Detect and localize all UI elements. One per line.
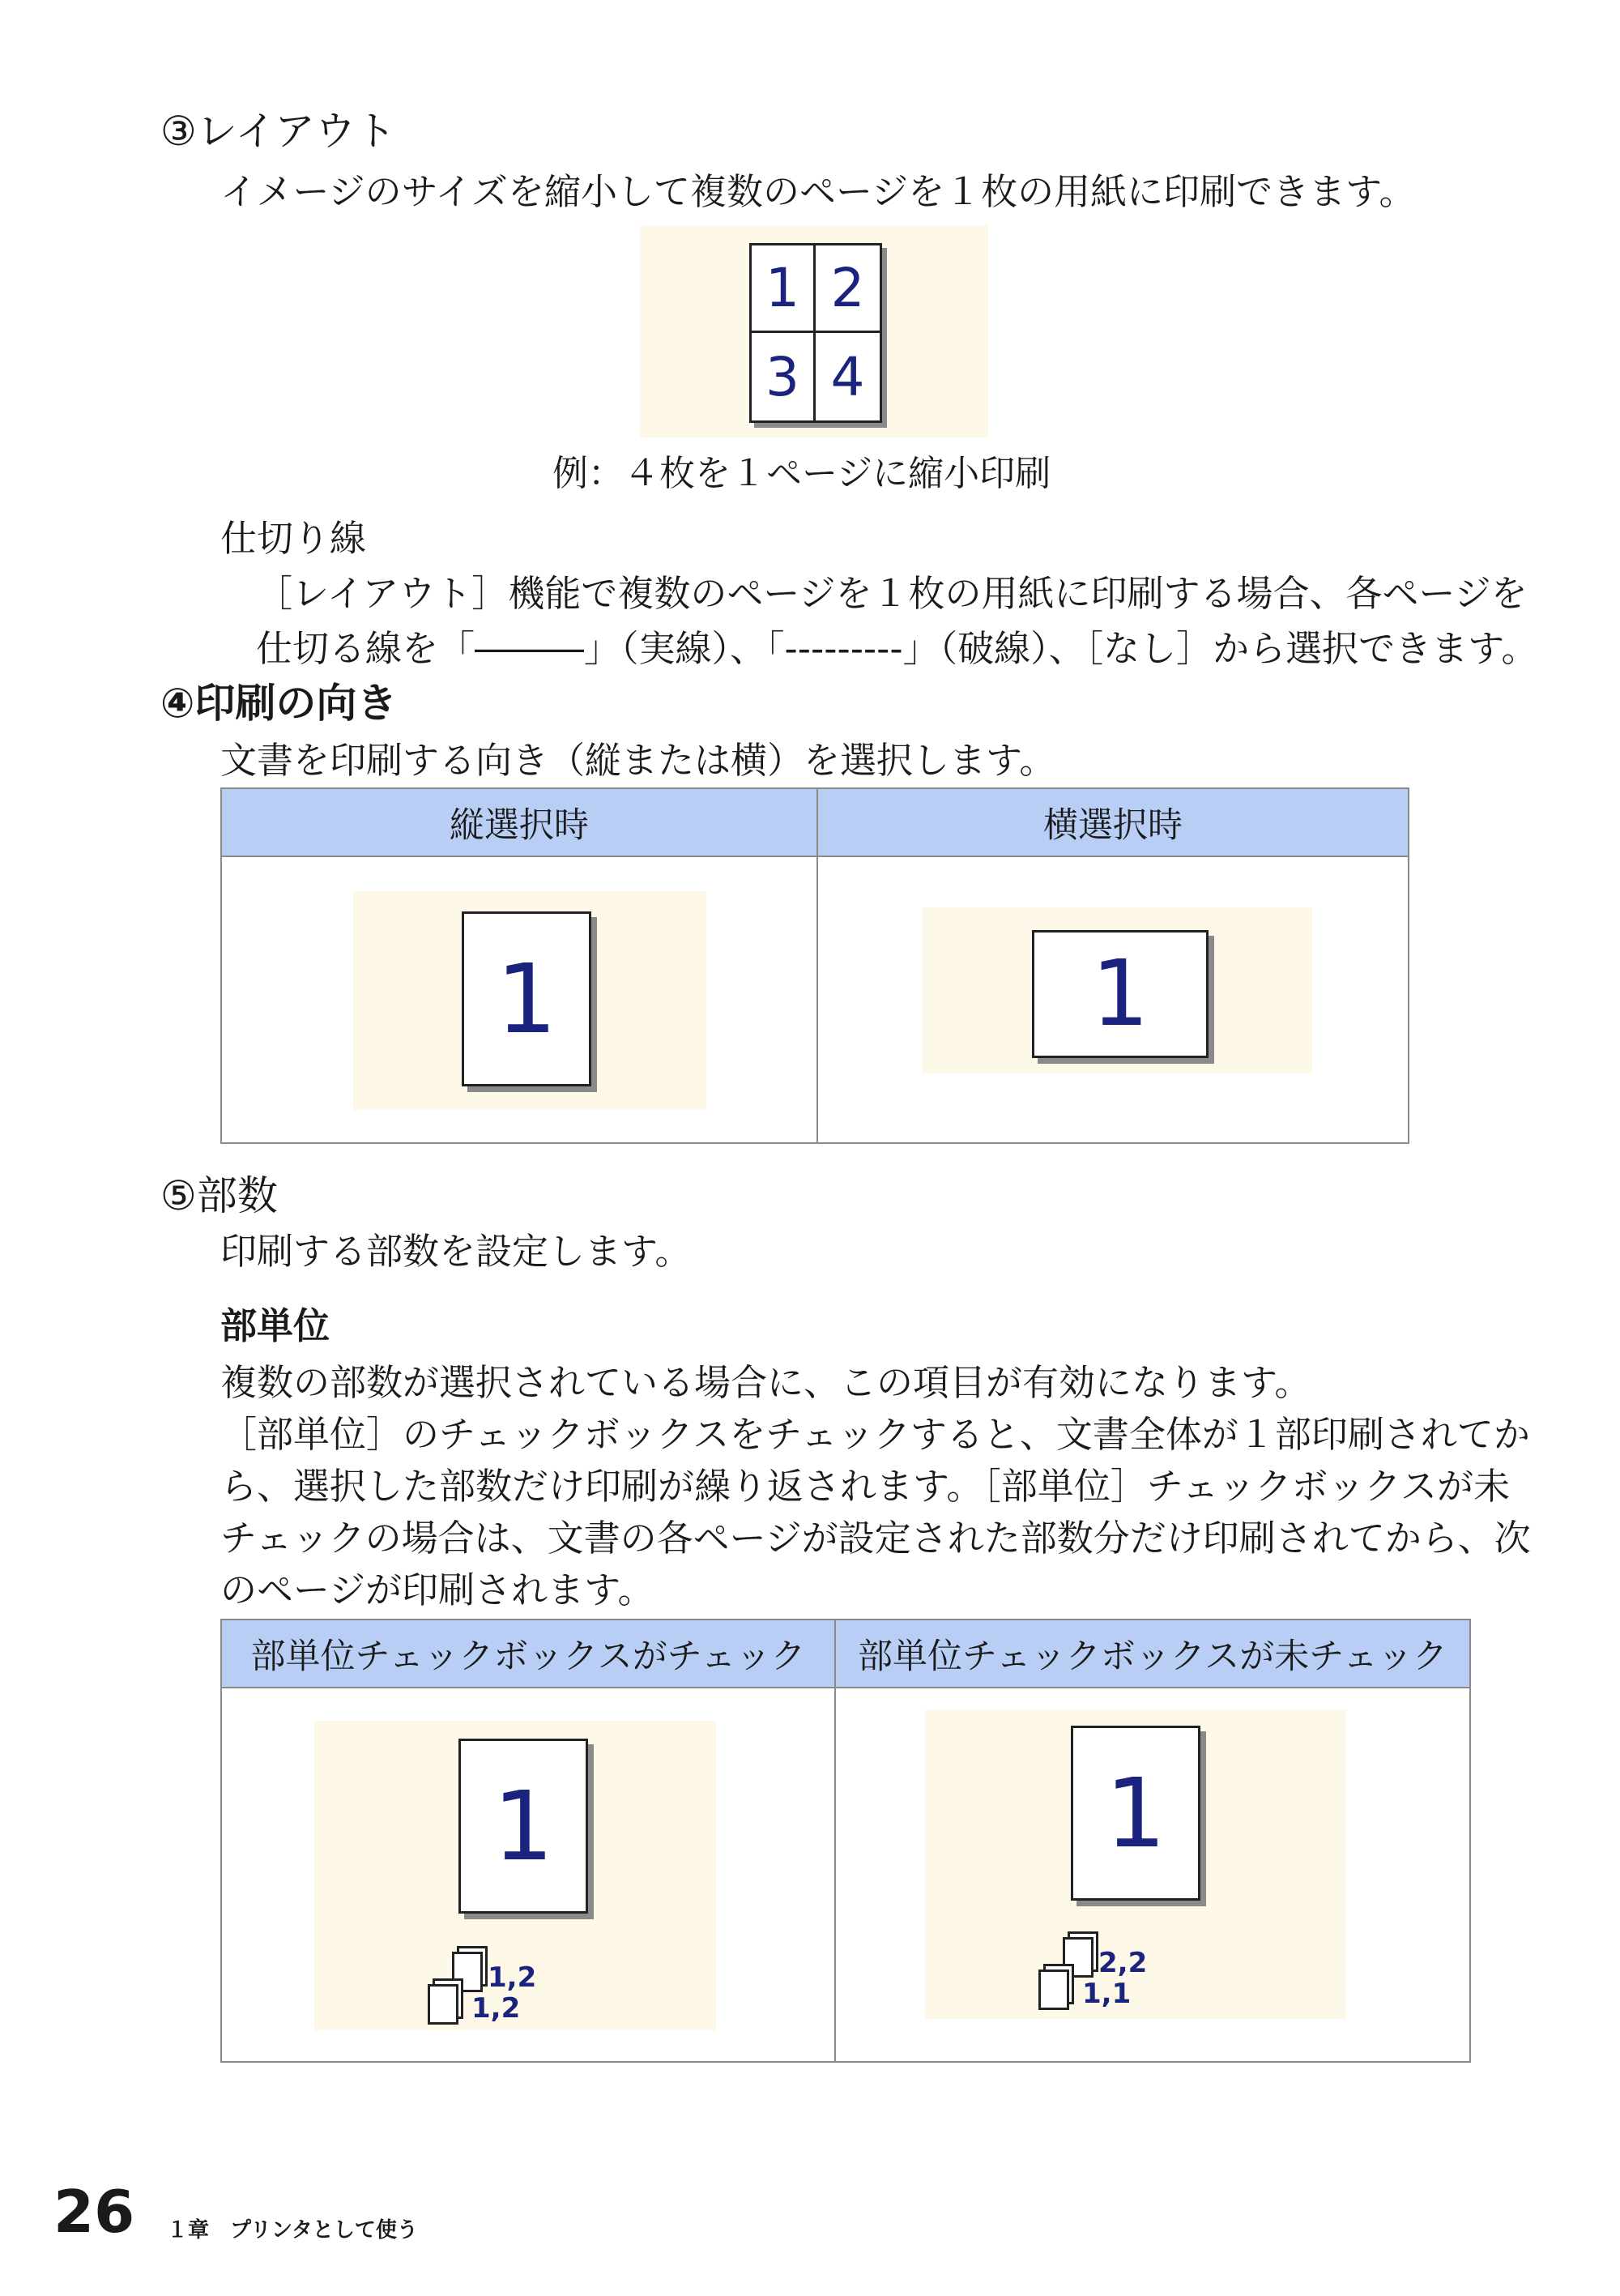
- orientation-heading: ④印刷の向き: [160, 680, 398, 727]
- checked-collate-icon: [428, 1946, 549, 2024]
- collate-text-line5: のページが印刷されます。: [220, 1568, 654, 1611]
- layout-cell-4: 4: [830, 345, 865, 408]
- checked-top-label: 1,2: [488, 1961, 537, 1994]
- collate-col-checked: 部単位チェックボックスがチェック: [221, 1620, 835, 1688]
- divider-text-line1: ［レイアウト］機能で複数のページを１枚の用紙に印刷する場合、各ページを: [256, 572, 1528, 615]
- collate-text-line4: チェックの場合は、文書の各ページが設定された部数分だけ印刷されてから、次: [220, 1517, 1531, 1560]
- portrait-page: [462, 911, 591, 1086]
- unchecked-collate-icon: [1038, 1931, 1168, 2009]
- unchecked-page-number: 1: [1105, 1757, 1166, 1869]
- collate-table: [220, 1619, 1471, 2063]
- layout-description: イメージのサイズを縮小して複数のページを１枚の用紙に印刷できます。: [220, 170, 1416, 213]
- copies-description: 印刷する部数を設定します。: [220, 1230, 692, 1273]
- collate-checked-cell: [221, 1688, 835, 2062]
- copies-heading: ⑤部数: [160, 1172, 278, 1219]
- layout-example-caption: 例：４枚を１ページに縮小印刷: [552, 453, 1051, 494]
- layout-cell-1: 1: [752, 245, 816, 333]
- orientation-description: 文書を印刷する向き（縦または横）を選択します。: [220, 739, 1056, 782]
- layout-cell-3: 3: [752, 333, 816, 420]
- orientation-table: [220, 787, 1409, 1144]
- portrait-page-number: 1: [496, 943, 557, 1055]
- checked-bottom-label: 1,2: [471, 1992, 521, 2025]
- collate-text-line2: ［部単位］のチェックボックスをチェックすると、文書全体が１部印刷されてか: [220, 1413, 1530, 1456]
- collate-text-line3: ら、選択した部数だけ印刷が繰り返されます。［部単位］チェックボックスが未: [220, 1465, 1511, 1508]
- checked-sheet-bottom-front: [428, 1984, 458, 2025]
- landscape-page-number: 1: [1091, 941, 1149, 1047]
- unchecked-top-label: 2,2: [1098, 1947, 1148, 1979]
- checked-page: [458, 1739, 588, 1914]
- divider-heading: 仕切り線: [220, 517, 367, 560]
- orientation-portrait-cell: [221, 856, 817, 1143]
- collate-unchecked-cell: [835, 1688, 1470, 2062]
- chapter-label: １章 プリンタとして使う: [167, 2218, 418, 2243]
- unchecked-bottom-label: 1,1: [1082, 1978, 1132, 2010]
- orientation-col-landscape: 横選択時: [817, 788, 1409, 856]
- layout-heading: ③レイアウト: [160, 108, 396, 155]
- page-number: 26: [53, 2178, 135, 2246]
- layout-example-page: [749, 243, 882, 423]
- collate-col-unchecked: 部単位チェックボックスが未チェック: [835, 1620, 1470, 1688]
- layout-cell-2: 2: [816, 245, 880, 333]
- collate-text-line1: 複数の部数が選択されている場合に、この項目が有効になります。: [220, 1361, 1311, 1404]
- collate-heading: 部単位: [220, 1304, 330, 1347]
- landscape-page: [1032, 930, 1209, 1058]
- divider-text-line2: 仕切る線を「―――」（実線）、「---------」（破線）、［なし］から選択できます。: [256, 627, 1538, 670]
- checked-page-number: 1: [492, 1770, 554, 1882]
- unchecked-sheet-bottom-front: [1038, 1970, 1069, 2010]
- orientation-landscape-cell: [817, 856, 1409, 1143]
- unchecked-page: [1071, 1726, 1200, 1901]
- orientation-col-portrait: 縦選択時: [221, 788, 817, 856]
